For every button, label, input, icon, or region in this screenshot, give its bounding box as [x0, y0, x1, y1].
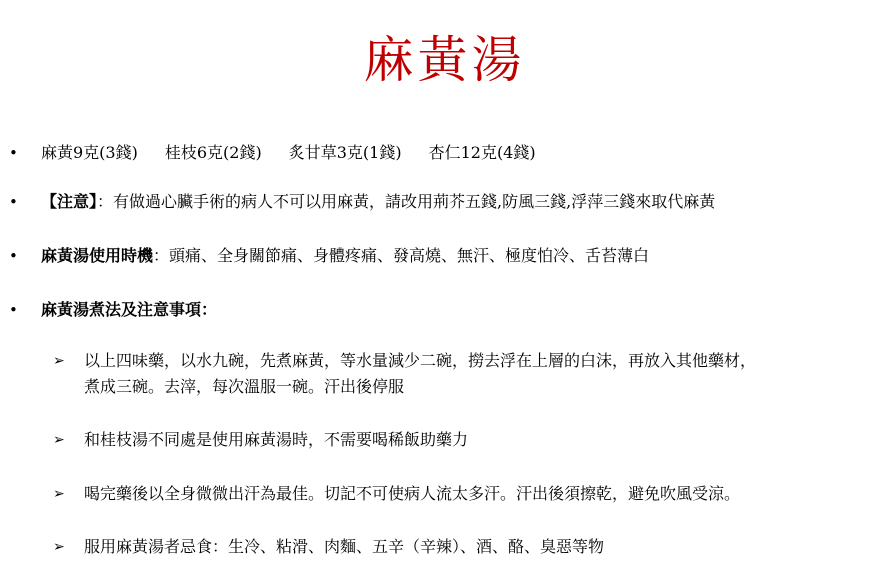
ingredient-zhigancao: 炙甘草3克(1錢) [288, 143, 402, 162]
ingredient-xingren: 杏仁12克(4錢) [428, 143, 536, 162]
caution-text [41, 190, 715, 214]
method-heading [41, 298, 217, 322]
method-step-text [84, 348, 874, 400]
ingredient-mahuang: 麻黃9克(3錢) [41, 143, 138, 162]
bullet-icon: • [9, 247, 18, 265]
timing-body: ：頭痛、全身關節痛、身體疼痛、發高燒、無汗、極度怕冷、舌苔薄白 [153, 246, 650, 265]
ingredients-text [41, 141, 536, 165]
bullet-icon: • [9, 193, 18, 211]
method-step-line: 煮成三碗。去滓，每次溫服一碗。汗出後停服 [84, 377, 405, 396]
bullet-icon: • [9, 301, 18, 319]
method-list-item [0, 298, 889, 322]
method-step-line: 以上四味藥，以水九碗，先煮麻黃，等水量減少二碗，撈去浮在上層的白沫，再放入其他藥材， [84, 351, 757, 370]
caution-list-item [0, 190, 889, 214]
timing-label: 麻黃湯使用時機 [41, 246, 154, 265]
caution-label: 【注意】 [41, 192, 98, 211]
caution-body: ：有做過心臟手術的病人不可以用麻黃，請改用荊芥五錢,防風三錢,浮萍三錢來取代麻黃 [97, 192, 716, 211]
bullet-icon: • [9, 144, 18, 162]
arrow-bullet-icon: ➢ [53, 486, 65, 502]
method-step-item [0, 427, 889, 453]
arrow-bullet-icon: ➢ [53, 432, 65, 448]
method-step-item [0, 481, 889, 507]
page-title: 麻黃湯 [363, 31, 526, 89]
arrow-bullet-icon: ➢ [53, 539, 65, 555]
method-step-item [0, 348, 889, 400]
method-label: 麻黃湯煮法及注意事項 [41, 300, 202, 319]
method-step-item [0, 534, 889, 560]
timing-list-item [0, 244, 889, 268]
method-step-text: 和桂枝湯不同處是使用麻黃湯時，不需要喝稀飯助藥力 [84, 430, 469, 449]
ingredients-list-item [0, 141, 889, 165]
method-step-text: 喝完藥後以全身微微出汗為最佳。切記不可使病人流太多汗。汗出後須擦乾，避免吹風受涼。 [84, 484, 741, 503]
arrow-bullet-icon: ➢ [53, 353, 65, 369]
method-step-text: 服用麻黃湯者忌食：生冷、粘滑、肉麵、五辛（辛辣）、酒、酪、臭惡等物 [84, 537, 605, 556]
timing-text [41, 244, 649, 268]
ingredient-guizhi: 桂枝6克(2錢) [164, 143, 262, 162]
method-colon: ： [201, 300, 218, 319]
